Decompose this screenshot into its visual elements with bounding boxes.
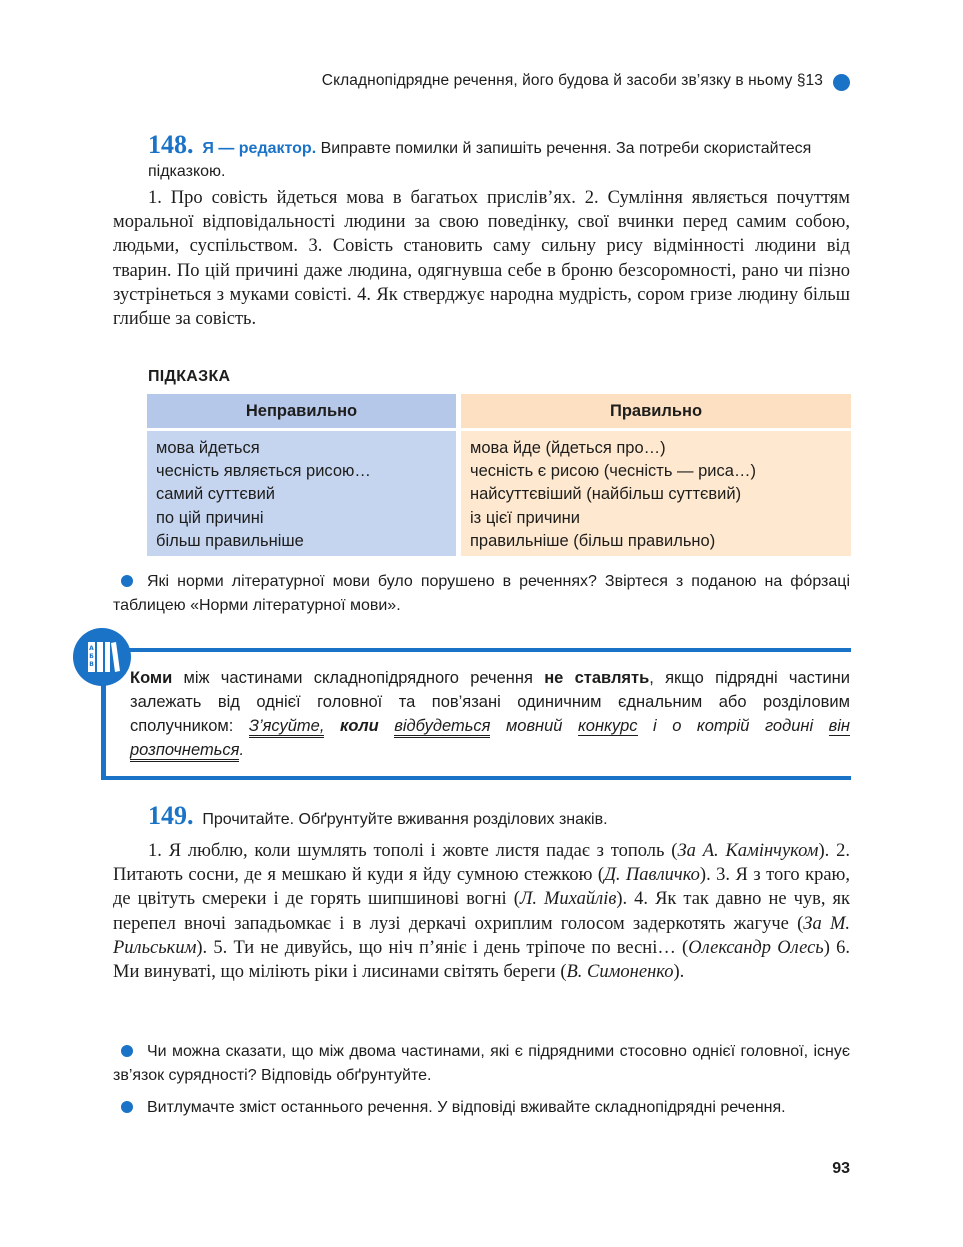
example-word: мовний — [505, 717, 563, 735]
example-word: . — [239, 741, 245, 759]
table-cell: мова йде (йдеться про…) — [470, 439, 666, 457]
example-word: З’ясуйте, — [249, 717, 325, 738]
author-name: За М. Рильським — [113, 913, 850, 958]
sentence-text: ). 4. Як так давно не чув, як перепел вночі западьомкає і в лузі деркачі охриплим голосом задеркотять жагуче ( — [113, 889, 850, 934]
table-cell: мова йдеться — [156, 439, 260, 457]
exercise-148-task: Виправте помилки й запишіть речення. За потреби скористайтеся підказкою. — [148, 140, 812, 180]
rule-text-part: між частинами складнопідрядного речення — [172, 669, 545, 687]
column-header-wrong: Неправильно — [147, 394, 456, 428]
sentence-text: 1. Я люблю, коли шумлять тополі і жовте листя падає з тополь ( — [148, 841, 678, 861]
column-right-cells — [461, 431, 851, 556]
rule-keyword: Коми — [130, 669, 173, 687]
rule-border-top — [101, 648, 851, 652]
hint-table — [147, 394, 851, 556]
section-dot-icon — [833, 74, 850, 91]
example-word: розпочнеться — [130, 741, 239, 762]
author-name: За А. Камінчуком — [677, 841, 819, 861]
exercise-149-task: Прочитайте. Обґрунтуйте вживання розділових знаків. — [202, 811, 608, 828]
exercise-148-text — [113, 186, 850, 331]
sentence-text: ). 2. Питають сосни, де я мешкаю й куди я йду сумною стежкою ( — [113, 841, 850, 886]
abv-books-icon — [73, 628, 131, 686]
svg-text:А: А — [89, 645, 94, 652]
bullet-dot-icon — [121, 1045, 133, 1057]
table-cell: із цієї причини — [470, 508, 580, 527]
rule-text-part: , якщо підрядні частини залежать від однієї головної та пов’язані одиничним єднальним або розділовим сполучником: — [130, 669, 850, 735]
exercise-149-heading — [148, 801, 850, 831]
example-word: він — [828, 717, 850, 735]
hint-label: ПІДКАЗКА — [148, 368, 231, 385]
table-cell: правильніше (більш правильно) — [470, 531, 716, 550]
running-title: Складнопідрядне речення, його будова й засоби зв’язку в ньому §13 — [321, 72, 823, 89]
exercise-149-text — [113, 839, 850, 984]
rule-text — [130, 666, 850, 762]
bullet-dot-icon — [121, 1101, 133, 1113]
rule-border-bottom — [101, 776, 851, 780]
exercise-149-question-2 — [113, 1096, 850, 1120]
exercise-148-sentences: 1. Про совість йдеться мова в багатьох прислів’ях. 2. Сумління являється почуттям моральної відповідальності людини за свою поведінку, свої вчинки перед самим собою, людьми, суспільством. 3. Совість становить саму сильну рису відмінності людини від тварин. По цій причині даже людина, одягнувша себе в броню безсоромності, рано чи пізно зустрінеться з муками совісті. 4. Як стверджує народна мудрість, сором гризе людину більш глибше за совість. — [113, 188, 850, 330]
example-word: коли — [339, 717, 379, 735]
column-header-right: Правильно — [461, 394, 851, 428]
svg-text:Б: Б — [89, 653, 94, 660]
question-text: Які норми літературної мови було порушено в реченнях? Звіртеся з поданою на фо́рзаці таблицею «Норми літературної мови». — [113, 573, 850, 614]
table-cell: найсуттєвіший (найбільш суттєвий) — [470, 485, 742, 504]
table-cell: по цій причині — [156, 508, 264, 527]
exercise-148-heading — [148, 130, 850, 183]
example-word: і о котрій годині — [653, 717, 814, 735]
page-number: 93 — [832, 1160, 850, 1177]
question-text: Витлумачте зміст останнього речення. У відповіді вживайте складнопідрядні речення. — [147, 1099, 786, 1116]
exercise-148-number: 148. — [148, 130, 194, 159]
bullet-dot-icon — [121, 575, 133, 587]
column-wrong-cells — [147, 431, 456, 556]
question-text: Чи можна сказати, що між двома частинами, які є підрядними стосовно однієї головної, існує зв’язок сурядності? Відповідь обґрунтуйте. — [113, 1043, 850, 1084]
sentence-text: ) 6. Ми винуваті, що міліють ріки і лисинами світять береги ( — [113, 937, 850, 983]
exercise-148-title: Я — редактор. — [202, 140, 317, 157]
exercise-149-number: 149. — [148, 801, 194, 830]
author-name: Олександр Олесь — [688, 937, 824, 958]
sentence-text: ). 3. Я з того краю, де цвітуть смереки і де горять шипшинові вогні ( — [113, 865, 850, 910]
rule-keyword: не ставлять — [544, 669, 650, 687]
example-word: конкурс — [578, 717, 638, 735]
exercise-149-question-1 — [113, 1040, 850, 1087]
sentence-text: ). — [673, 962, 685, 983]
author-name: Д. Павличко — [604, 865, 700, 886]
example-word: відбудеться — [394, 717, 490, 738]
abv-books-icon-svg — [73, 628, 131, 686]
table-cell: більш правильніше — [156, 531, 304, 550]
table-cell: самий суттєвий — [156, 485, 276, 504]
author-name: В. Симоненко — [566, 962, 674, 983]
author-name: Л. Михайлів — [519, 889, 617, 910]
exercise-148-question — [113, 570, 850, 617]
table-cell: чесність являється рисою… — [156, 462, 371, 481]
sentence-text: ). 5. Ти не дивуйсь, що ніч п’яніє і день тріпоче по весні… ( — [196, 937, 689, 958]
exercise-149-sentences — [113, 839, 850, 984]
table-cell: чесність є рисою (чесність — риса…) — [470, 462, 756, 481]
svg-text:В: В — [89, 661, 94, 668]
